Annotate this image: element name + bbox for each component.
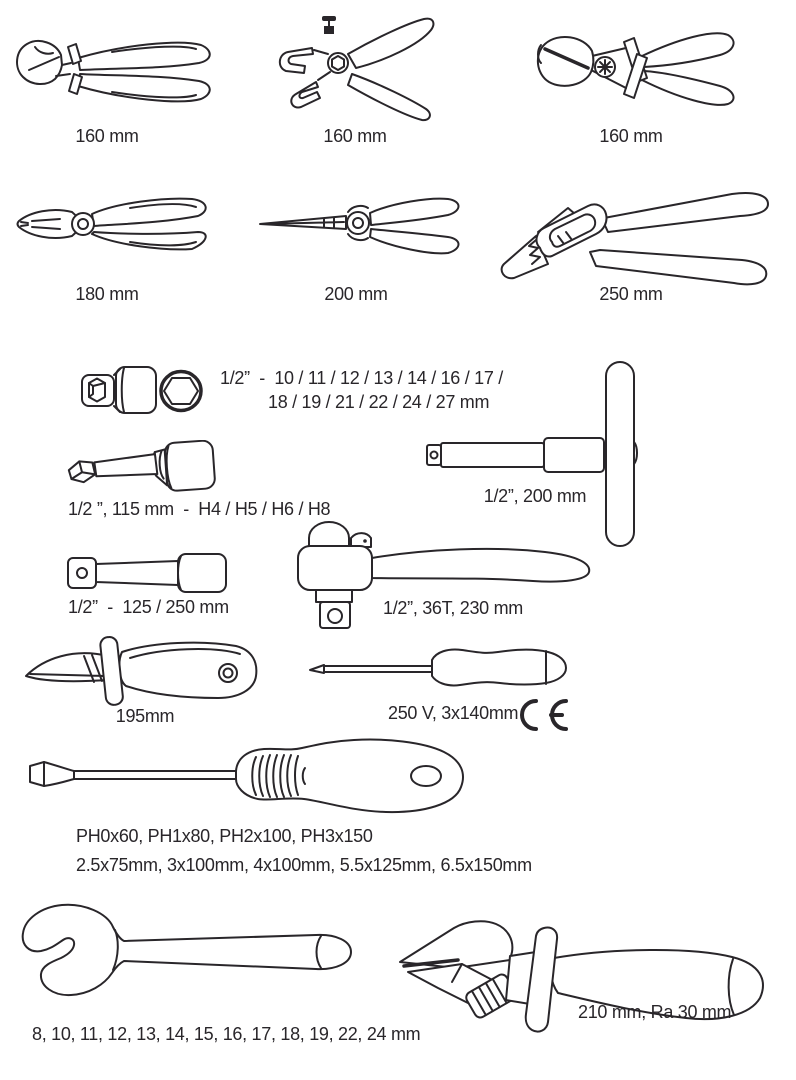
socket-side-view-illustration <box>80 366 158 414</box>
screwdriver-illustration <box>28 736 466 818</box>
voltage-tester-screwdriver-size: 250 V, 3x140mm <box>388 703 519 723</box>
diagonal-cutting-pliers-size: 160 mm <box>599 126 663 146</box>
wire-stripping-pliers-illustration <box>272 10 440 130</box>
hex-bit-socket-size: 1/2 ”, 115 mm - H4 / H5 / H6 / H8 <box>68 499 331 519</box>
water-pump-pliers-illustration <box>492 176 780 296</box>
cable-cutting-pliers-illustration <box>12 28 217 112</box>
screwdriver-flat-sizes: 2.5x75mm, 3x100mm, 4x100mm, 5.5x125mm, 6.5x150mm <box>76 855 532 875</box>
open-end-wrench-illustration <box>18 902 363 1002</box>
long-nose-pliers-size: 200 mm <box>324 284 388 304</box>
adjustable-wrench-size: 210 mm, Ra 30 mm <box>578 1002 732 1022</box>
ratchet-handle-size: 1/2”, 36T, 230 mm <box>383 598 523 618</box>
diagonal-cutting-pliers-illustration <box>528 16 746 120</box>
long-nose-pliers-illustration <box>252 184 467 266</box>
extension-bar-size: 1/2” - 125 / 250 mm <box>68 597 229 617</box>
open-end-wrench-sizes: 8, 10, 11, 12, 13, 14, 15, 16, 17, 18, 19, 22, 24 mm <box>32 1024 421 1044</box>
t-handle-wrench-size: 1/2”, 200 mm <box>483 486 587 506</box>
combination-pliers-size: 180 mm <box>75 284 139 304</box>
ce-mark-icon <box>512 697 570 733</box>
combination-pliers-illustration <box>12 186 212 262</box>
cable-cutting-pliers-size: 160 mm <box>75 126 139 146</box>
wire-stripping-pliers-size: 160 mm <box>323 126 387 146</box>
water-pump-pliers-size: 250 mm <box>599 284 663 304</box>
sockets-size-list-line1: 1/2” - 10 / 11 / 12 / 13 / 14 / 16 / 17 / <box>220 368 503 388</box>
hex-bit-socket-illustration <box>66 440 221 500</box>
extension-bar-illustration <box>66 552 231 594</box>
screwdriver-phillips-sizes: PH0x60, PH1x80, PH2x100, PH3x150 <box>76 826 373 846</box>
electrician-knife-illustration <box>22 636 262 706</box>
sockets-size-list-line2: 18 / 19 / 21 / 22 / 24 / 27 mm <box>268 392 490 412</box>
socket-face-view-illustration <box>158 369 204 413</box>
electrician-knife-size: 195mm <box>115 706 175 726</box>
voltage-tester-screwdriver-illustration <box>308 646 578 690</box>
